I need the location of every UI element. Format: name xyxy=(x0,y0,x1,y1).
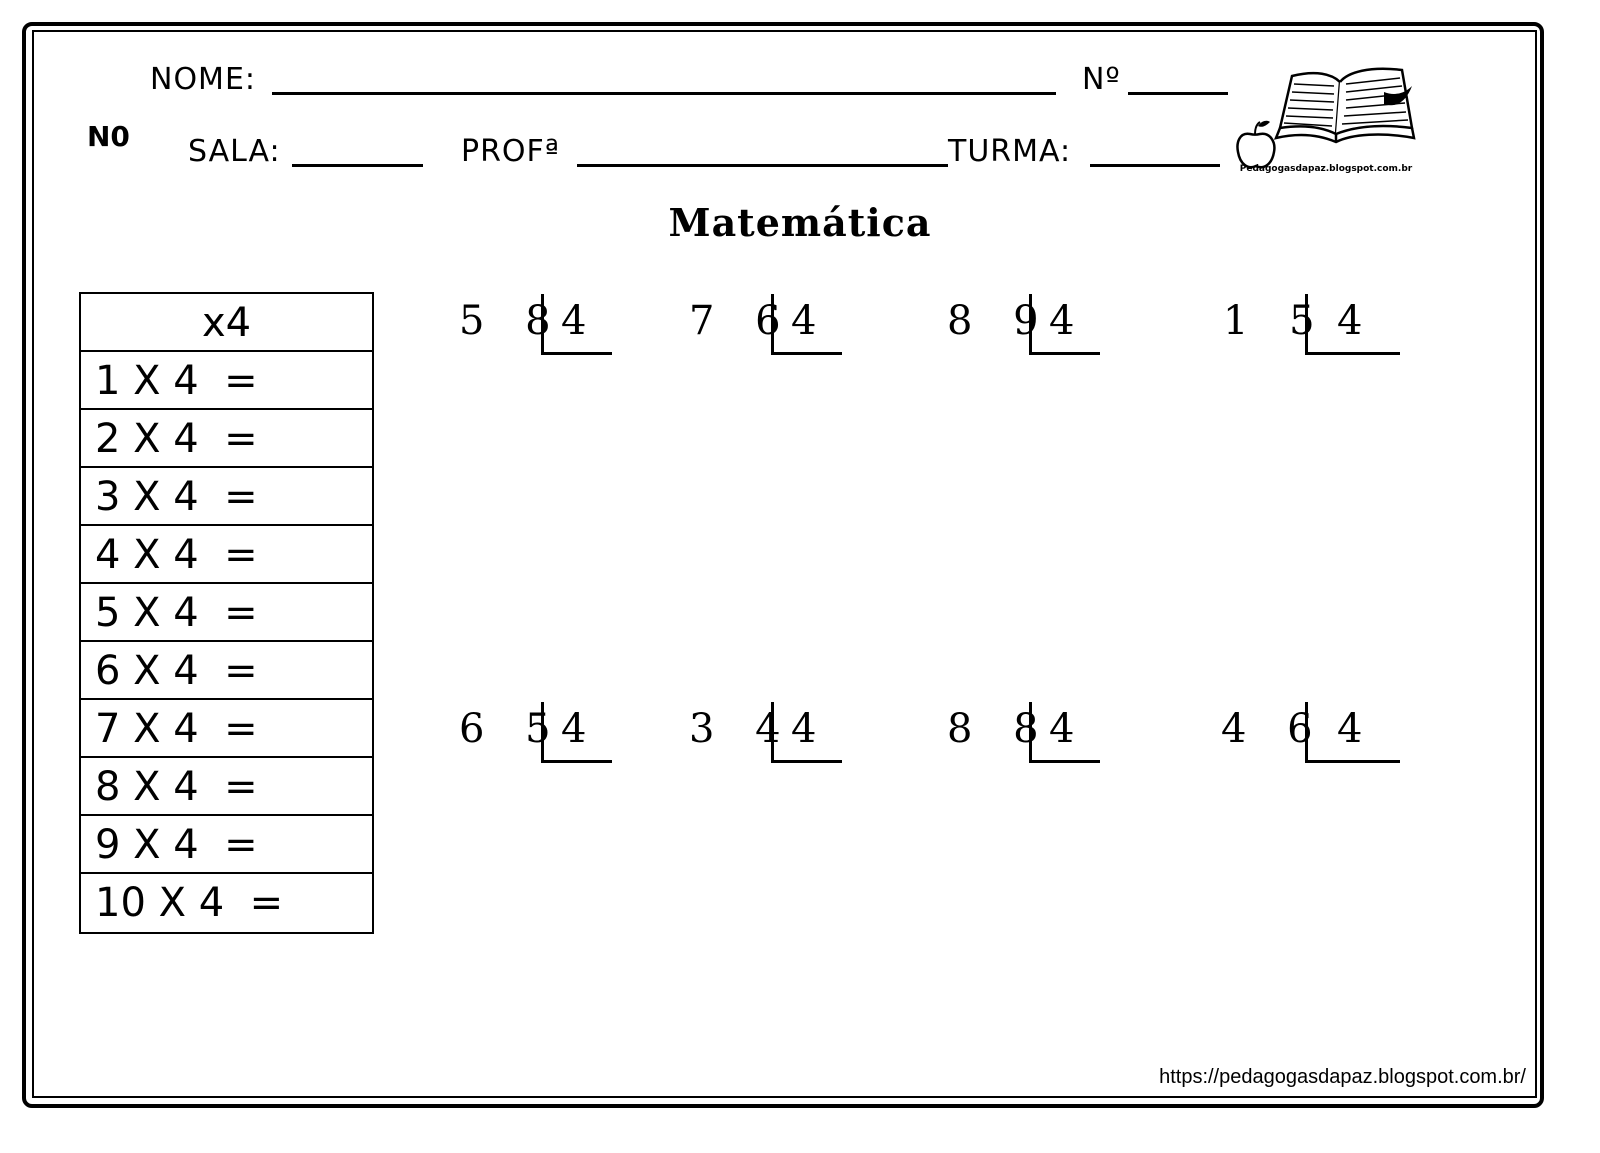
table-row: 7 X 4 = xyxy=(81,700,372,758)
divisor: 4 xyxy=(1049,298,1075,344)
dividend: 7 6 xyxy=(689,298,795,344)
divisor: 4 xyxy=(791,298,817,344)
table-row: 1 X 4 = xyxy=(81,352,372,410)
table-row: 10 X 4 = xyxy=(95,880,284,926)
divisor: 4 xyxy=(1049,706,1075,752)
table-row: 3 X 4 = xyxy=(81,468,372,526)
dividend: 1 5 xyxy=(1223,298,1329,344)
table-header: x4 xyxy=(81,294,372,352)
multiplication-table xyxy=(79,292,374,934)
numero-label: Nº xyxy=(1082,62,1121,97)
turma-label: TURMA: xyxy=(948,134,1072,169)
footer-url[interactable]: https://pedagogasdapaz.blogspot.com.br/ xyxy=(1159,1066,1526,1088)
divisor: 4 xyxy=(561,706,587,752)
corner-code: N0 xyxy=(87,120,130,153)
dividend: 8 8 xyxy=(947,706,1053,752)
sala-label: SALA: xyxy=(188,134,281,169)
table-row: 8 X 4 = xyxy=(81,758,372,816)
nome-field[interactable] xyxy=(272,92,1056,95)
page-title: Matemática xyxy=(668,200,932,245)
division-problem xyxy=(1221,702,1399,766)
dividend: 5 8 xyxy=(459,298,565,344)
division-problem xyxy=(459,702,611,766)
numero-field[interactable] xyxy=(1128,92,1228,95)
table-row: 4 X 4 = xyxy=(81,526,372,584)
turma-field[interactable] xyxy=(1090,164,1220,167)
dividend: 3 4 xyxy=(689,706,795,752)
open-book-with-apple-icon xyxy=(1236,62,1416,177)
dividend: 8 9 xyxy=(947,298,1053,344)
division-problem xyxy=(459,294,611,358)
logo-caption: Pedagogasdapaz.blogspot.com.br xyxy=(1239,164,1413,174)
prof-field[interactable] xyxy=(577,164,948,167)
divisor: 4 xyxy=(1337,706,1363,752)
table-row: 9 X 4 = xyxy=(81,816,372,874)
dividend: 4 6 xyxy=(1221,706,1327,752)
nome-label: NOME: xyxy=(150,62,257,97)
divisor: 4 xyxy=(1337,298,1363,344)
division-problem xyxy=(947,294,1099,358)
division-problem xyxy=(689,294,841,358)
division-problem xyxy=(947,702,1099,766)
table-row: 2 X 4 = xyxy=(81,410,372,468)
dividend: 6 5 xyxy=(459,706,565,752)
sala-field[interactable] xyxy=(292,164,423,167)
division-problem xyxy=(689,702,841,766)
divisor: 4 xyxy=(561,298,587,344)
table-row: 5 X 4 = xyxy=(81,584,372,642)
prof-label: PROFª xyxy=(461,134,560,169)
divisor: 4 xyxy=(791,706,817,752)
table-row: 6 X 4 = xyxy=(81,642,372,700)
division-problem xyxy=(1223,294,1399,358)
